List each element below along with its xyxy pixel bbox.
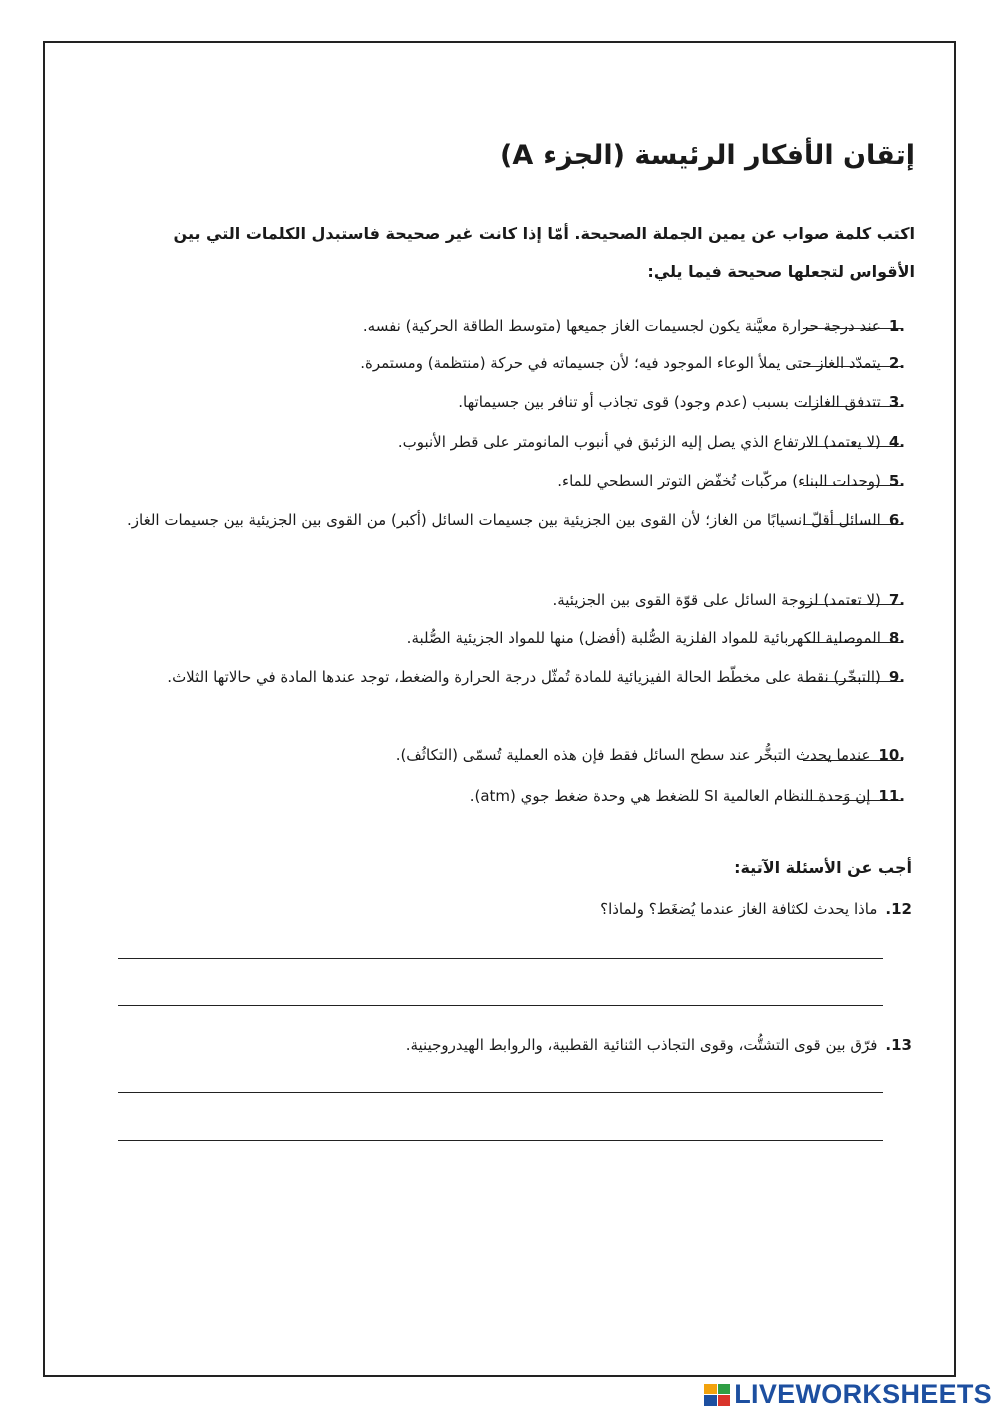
question-7: 7.(لا تعتمد) لزوجة السائل على قوّة القوى بين الجزيئية. <box>552 591 905 609</box>
question-6: 6.السائل أقلّ انسيابًا من الغاز؛ لأن القوى بين الجزيئية بين جسيمات السائل (أكبر) من القوى بين الجزيئية بين جسيمات الغاز. <box>127 511 905 529</box>
answer-line-13b[interactable] <box>118 1140 883 1141</box>
question-3: 3.تتدفق الغازات بسبب (عدم وجود) قوى تجاذب أو تنافر بين جسيماتها. <box>458 393 905 411</box>
question-8: 8.الموصلية الكهربائية للمواد الفلزية الصُّلبة (أفضل) منها للمواد الجزيئية الصُّلبة. <box>406 629 905 647</box>
page-title: إتقان الأفكار الرئيسة (الجزء A) <box>500 140 915 171</box>
answer-line-13a[interactable] <box>118 1092 883 1093</box>
logo-icon <box>704 1384 730 1406</box>
question-1: 1.عند درجة حرارة معيَّنة يكون لجسيمات الغاز جميعها (متوسط الطاقة الحركية) نفسه. <box>362 317 905 335</box>
question-4: 4.(لا يعتمد) الارتفاع الذي يصل إليه الزئبق في أنبوب المانومتر على قطر الأنبوب. <box>397 433 905 451</box>
question-12: 12.ماذا يحدث لكثافة الغاز عندما يُضغَط؟ ولماذا؟ <box>600 900 912 918</box>
question-13: 13.فرّق بين قوى التشتُّت، وقوى التجاذب الثنائية القطبية، والروابط الهيدروجينية. <box>405 1036 912 1054</box>
logo-text: LIVEWORKSHEETS <box>734 1379 992 1409</box>
question-9: 9.(التبخّر) نقطة على مخطّط الحالة الفيزيائية للمادة تُمثّل درجة الحرارة والضغط، توجد عندها المادة في حالاتها الثلاث. <box>167 668 905 686</box>
question-11: 11.إن وَحدة النظام العالمية SI للضغط هي وحدة ضغط جوي (atm). <box>469 787 905 805</box>
instructions: اكتب كلمة صواب عن يمين الجملة الصحيحة. أمّا إذا كانت غير صحيحة فاستبدل الكلمات التي بين الأقواس لتجعلها صحيحة فيما يلي: <box>173 224 915 281</box>
question-5: 5.(وحدات البناء) مركّبات تُخفّض التوتر السطحي للماء. <box>557 472 905 490</box>
question-10: 10.عندما يحدث التبخُّر عند سطح السائل فقط فإن هذه العملية تُسمّى (التكاثُف). <box>395 746 905 764</box>
question-2: 2.يتمدّد الغاز حتى يملأ الوعاء الموجود فيه؛ لأن جسيماته في حركة (منتظمة) ومستمرة. <box>360 354 905 372</box>
liveworksheets-logo[interactable] <box>704 1379 992 1410</box>
section-subheading: أجب عن الأسئلة الآتية: <box>734 858 912 877</box>
answer-line-12b[interactable] <box>118 1005 883 1006</box>
answer-line-12a[interactable] <box>118 958 883 959</box>
